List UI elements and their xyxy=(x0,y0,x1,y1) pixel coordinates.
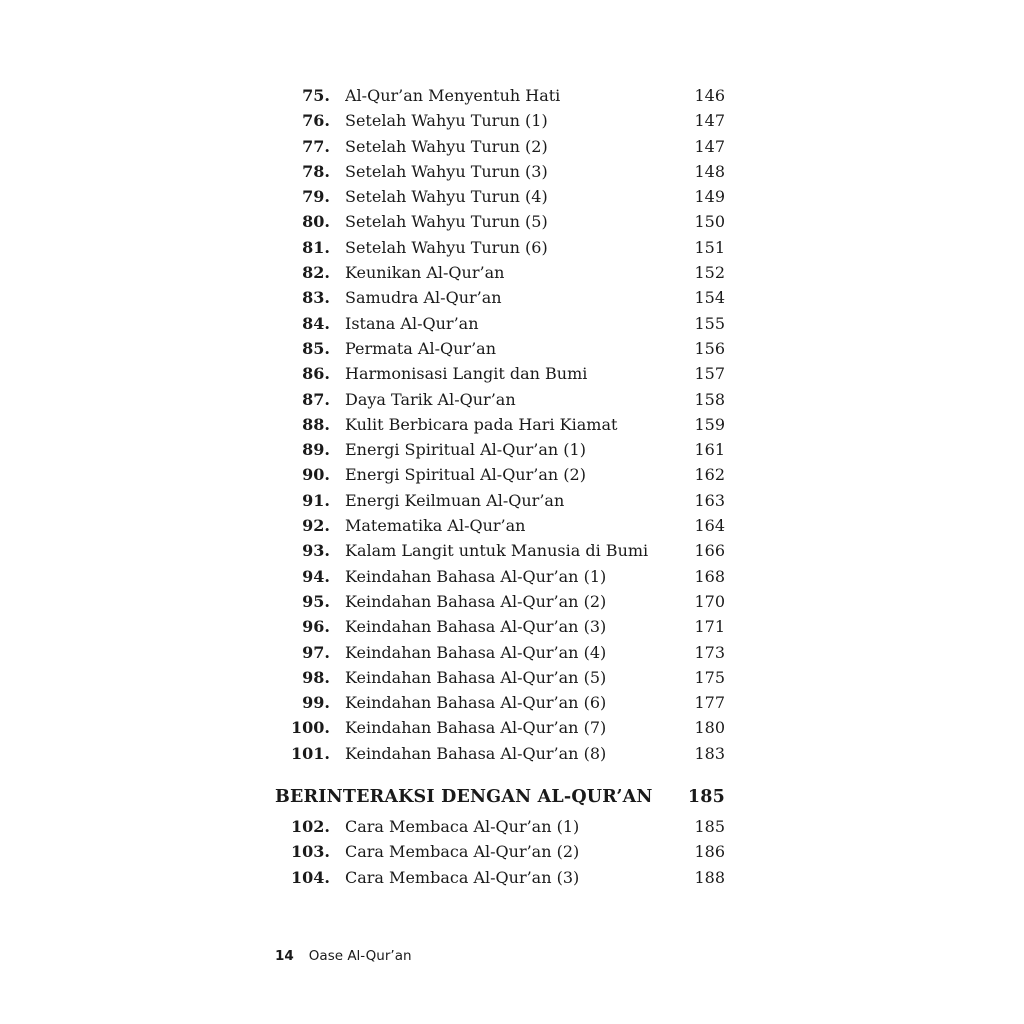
toc-entry-number: 103. xyxy=(291,842,330,862)
toc-entry-page: 154 xyxy=(694,288,725,308)
toc-entry-page: 164 xyxy=(694,516,725,536)
toc-entry xyxy=(270,235,730,260)
toc-entry-page: 161 xyxy=(694,440,725,460)
toc-entry-number: 80. xyxy=(302,212,330,232)
toc-entries-before xyxy=(270,83,730,766)
toc-entry-title: Energi Spiritual Al-Qur’an (1) xyxy=(345,440,586,460)
toc-entry xyxy=(270,260,730,285)
toc-entry xyxy=(270,614,730,639)
toc-entry-number: 93. xyxy=(302,541,330,561)
toc-entry-page: 146 xyxy=(694,86,725,105)
toc-entry xyxy=(270,387,730,412)
toc-entry-number: 82. xyxy=(302,263,330,283)
toc-entry-title: Setelah Wahyu Turun (5) xyxy=(345,212,548,232)
toc-entry-title: Istana Al-Qur’an xyxy=(345,313,479,333)
toc-entry-title: Kulit Berbicara pada Hari Kiamat xyxy=(345,414,618,434)
toc-entry-title: Cara Membaca Al-Qur’an (1) xyxy=(345,817,580,837)
toc-entry-number: 88. xyxy=(302,414,330,434)
toc-entry-page: 158 xyxy=(694,389,725,409)
toc-entry-title: Setelah Wahyu Turun (2) xyxy=(345,136,548,156)
toc-entry-number: 81. xyxy=(302,237,330,257)
toc-entry-title: Setelah Wahyu Turun (4) xyxy=(345,187,548,207)
footer-page-number: 14 xyxy=(275,948,294,964)
toc-entry-number: 86. xyxy=(302,364,330,384)
toc-entry-page: 186 xyxy=(694,842,725,862)
toc-entry-page: 168 xyxy=(694,566,725,586)
toc-entry-number: 75. xyxy=(302,86,330,105)
toc-entry xyxy=(270,83,730,108)
toc-entry-title: Keindahan Bahasa Al-Qur’an (6) xyxy=(345,693,607,713)
toc-entry xyxy=(270,690,730,715)
toc-entry-page: 175 xyxy=(694,667,725,687)
toc-entry-number: 77. xyxy=(302,136,330,156)
toc-entry-page: 152 xyxy=(694,263,725,283)
toc-entry-title: Cara Membaca Al-Qur’an (3) xyxy=(345,867,580,887)
toc-entry xyxy=(270,715,730,740)
toc-entry-title: Daya Tarik Al-Qur’an xyxy=(345,389,516,409)
toc-entry-title: Keindahan Bahasa Al-Qur’an (7) xyxy=(345,718,607,738)
toc-entry-title: Energi Spiritual Al-Qur’an (2) xyxy=(345,465,586,485)
toc-entry-page: 171 xyxy=(694,617,725,637)
toc-entry-page: 163 xyxy=(694,490,725,510)
section-heading xyxy=(275,784,730,810)
toc-entry-title: Samudra Al-Qur’an xyxy=(345,288,502,308)
toc-entry-page: 159 xyxy=(694,414,725,434)
toc-entry-page: 166 xyxy=(694,541,725,561)
toc-entry xyxy=(270,184,730,209)
toc-entry xyxy=(270,488,730,513)
toc-entry-number: 102. xyxy=(291,817,330,837)
toc-entry-page: 183 xyxy=(694,743,725,763)
toc-entry-number: 89. xyxy=(302,440,330,460)
footer-book-title: Oase Al-Qur’an xyxy=(308,948,412,964)
toc-entry-title: Keindahan Bahasa Al-Qur’an (4) xyxy=(345,642,607,662)
toc-entry xyxy=(270,412,730,437)
toc-entry-title: Al-Qur’an Menyentuh Hati xyxy=(345,86,561,105)
toc-entry-number: 101. xyxy=(291,743,330,763)
toc-entry-title: Cara Membaca Al-Qur’an (2) xyxy=(345,842,580,862)
toc-entry-page: 155 xyxy=(694,313,725,333)
toc-entry-title: Setelah Wahyu Turun (6) xyxy=(345,237,548,257)
toc-entry-title: Keindahan Bahasa Al-Qur’an (3) xyxy=(345,617,607,637)
table-of-contents xyxy=(270,83,730,890)
toc-entry-title: Keindahan Bahasa Al-Qur’an (5) xyxy=(345,667,607,687)
toc-entry xyxy=(270,437,730,462)
toc-entry-number: 97. xyxy=(302,642,330,662)
toc-entry xyxy=(270,311,730,336)
toc-entry-page: 148 xyxy=(694,161,725,181)
toc-entry-number: 100. xyxy=(291,718,330,738)
toc-entry-number: 84. xyxy=(302,313,330,333)
toc-entry xyxy=(270,108,730,133)
toc-entry-page: 170 xyxy=(694,591,725,611)
toc-entry-number: 92. xyxy=(302,516,330,536)
toc-entry-title: Matematika Al-Qur’an xyxy=(345,516,526,536)
toc-entry xyxy=(270,361,730,386)
toc-entry-number: 76. xyxy=(302,111,330,131)
toc-entry xyxy=(270,741,730,766)
toc-entry xyxy=(270,513,730,538)
toc-entry xyxy=(270,865,730,890)
toc-entry-number: 87. xyxy=(302,389,330,409)
toc-entry xyxy=(270,462,730,487)
toc-entry-number: 96. xyxy=(302,617,330,637)
toc-entry-page: 150 xyxy=(694,212,725,232)
toc-entry-number: 94. xyxy=(302,566,330,586)
toc-entry-title: Energi Keilmuan Al-Qur’an xyxy=(345,490,565,510)
toc-entry xyxy=(270,285,730,310)
toc-entry xyxy=(270,134,730,159)
toc-entry-title: Keindahan Bahasa Al-Qur’an (2) xyxy=(345,591,607,611)
section-page-number: 185 xyxy=(687,787,725,808)
toc-entry xyxy=(270,589,730,614)
toc-entry xyxy=(270,814,730,839)
toc-entry xyxy=(270,640,730,665)
toc-entry xyxy=(270,336,730,361)
toc-entry-page: 147 xyxy=(694,111,725,131)
toc-entry-number: 95. xyxy=(302,591,330,611)
toc-entry-page: 149 xyxy=(694,187,725,207)
toc-entry-number: 98. xyxy=(302,667,330,687)
toc-entry-number: 99. xyxy=(302,693,330,713)
toc-entry-title: Keunikan Al-Qur’an xyxy=(345,263,505,283)
page-footer xyxy=(275,945,412,967)
section-title: BERINTERAKSI DENGAN AL-QUR’AN xyxy=(275,787,653,808)
toc-entry xyxy=(270,159,730,184)
toc-entries-after xyxy=(270,814,730,890)
toc-entry xyxy=(270,839,730,864)
toc-entry-title: Kalam Langit untuk Manusia di Bumi xyxy=(345,541,649,561)
toc-entry-page: 173 xyxy=(694,642,725,662)
toc-entry-number: 83. xyxy=(302,288,330,308)
toc-entry xyxy=(270,564,730,589)
toc-entry xyxy=(270,538,730,563)
toc-entry-page: 188 xyxy=(694,867,725,887)
toc-entry-title: Setelah Wahyu Turun (1) xyxy=(345,111,548,131)
toc-entry-title: Setelah Wahyu Turun (3) xyxy=(345,161,548,181)
toc-entry-number: 90. xyxy=(302,465,330,485)
toc-entry-page: 177 xyxy=(694,693,725,713)
toc-entry-title: Keindahan Bahasa Al-Qur’an (1) xyxy=(345,566,607,586)
toc-entry-page: 185 xyxy=(694,817,725,837)
toc-entry-number: 91. xyxy=(302,490,330,510)
toc-entry-page: 151 xyxy=(694,237,725,257)
toc-entry xyxy=(270,665,730,690)
toc-entry-number: 78. xyxy=(302,161,330,181)
toc-entry-number: 104. xyxy=(291,867,330,887)
toc-entry-page: 156 xyxy=(694,338,725,358)
toc-entry-title: Keindahan Bahasa Al-Qur’an (8) xyxy=(345,743,607,763)
toc-entry-page: 162 xyxy=(694,465,725,485)
toc-entry-title: Permata Al-Qur’an xyxy=(345,338,497,358)
toc-entry-number: 79. xyxy=(302,187,330,207)
toc-entry-page: 157 xyxy=(694,364,725,384)
toc-entry xyxy=(270,209,730,234)
toc-entry-title: Harmonisasi Langit dan Bumi xyxy=(345,364,588,384)
toc-entry-page: 147 xyxy=(694,136,725,156)
toc-entry-number: 85. xyxy=(302,338,330,358)
toc-entry-page: 180 xyxy=(694,718,725,738)
